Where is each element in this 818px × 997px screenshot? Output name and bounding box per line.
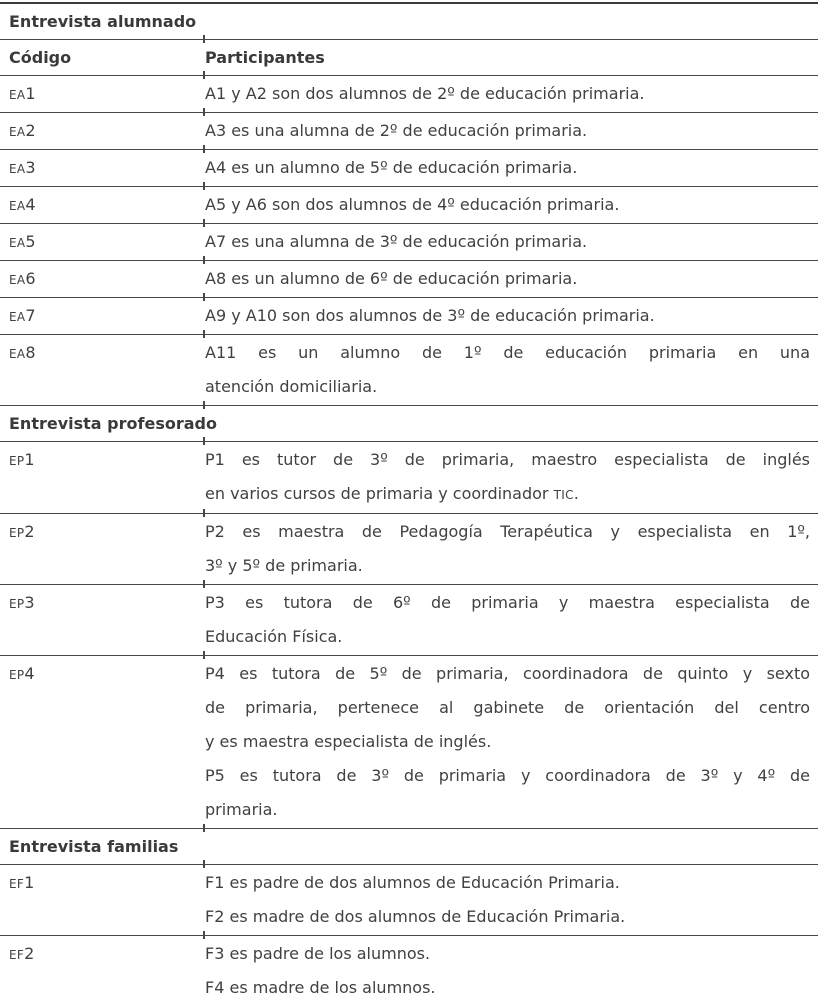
participant-line: F2 es madre de dos alumnos de Educación Primaria. <box>205 907 626 926</box>
participant-line: A8 es un alumno de 6º de educación primaria. <box>205 269 578 288</box>
table-row-ef1 <box>0 864 818 935</box>
participant-line: F3 es padre de los alumnos. <box>205 944 431 963</box>
participant-line: de primaria, pertenece al gabinete de orientación del centro <box>205 698 810 717</box>
participants-cell <box>205 299 818 333</box>
participant-line: P1 es tutor de 3º de primaria, maestro especialista de inglés <box>205 450 810 469</box>
section-title: Entrevista profesorado <box>9 414 217 433</box>
participant-line: A11 es un alumno de 1º de educación primaria en una <box>205 343 810 362</box>
participants-cell <box>205 657 818 827</box>
participants-cell <box>205 188 818 222</box>
section-row-alumnado <box>0 4 818 39</box>
participant-line: A9 y A10 son dos alumnos de 3º de educación primaria. <box>205 306 655 325</box>
table-row-ea2 <box>0 112 818 149</box>
participants-cell <box>205 336 818 404</box>
code-prefix: EA <box>9 347 26 361</box>
table-row-ep2 <box>0 513 818 584</box>
code-cell <box>0 262 205 297</box>
column-header-codigo: Código <box>9 48 72 67</box>
table-row-ea4 <box>0 186 818 223</box>
code-prefix: EP <box>9 526 25 540</box>
participant-line: P2 es maestra de Pedagogía Terapéutica y especialista en 1º, <box>205 522 810 541</box>
table-row-ea8 <box>0 334 818 405</box>
participants-cell <box>205 262 818 296</box>
section-title: Entrevista familias <box>9 837 179 856</box>
table-row-ea3 <box>0 149 818 186</box>
code-cell <box>0 225 205 260</box>
participant-line: F1 es padre de dos alumnos de Educación Primaria. <box>205 873 620 892</box>
code-prefix: EF <box>9 948 25 962</box>
participant-line: P4 es tutora de 5º de primaria, coordinadora de quinto y sexto <box>205 664 810 683</box>
code-number: 1 <box>24 450 35 469</box>
participant-line: A3 es una alumna de 2º de educación primaria. <box>205 121 588 140</box>
code-number: 3 <box>25 158 36 177</box>
code-prefix: EA <box>9 199 26 213</box>
line-text: en varios cursos de primaria y coordinador <box>205 484 554 503</box>
participants-cell <box>205 937 818 997</box>
code-cell <box>0 515 205 550</box>
table-row-ea5 <box>0 223 818 260</box>
participants-cell <box>205 866 818 934</box>
code-cell <box>0 114 205 149</box>
participant-line: F4 es madre de los alumnos. <box>205 978 436 997</box>
code-number: 4 <box>25 195 36 214</box>
participant-line: A1 y A2 son dos alumnos de 2º de educación primaria. <box>205 84 645 103</box>
code-cell <box>0 866 205 901</box>
code-number: 2 <box>25 121 36 140</box>
code-prefix: EA <box>9 162 26 176</box>
participant-line: 3º y 5º de primaria. <box>205 556 363 575</box>
code-cell <box>0 443 205 478</box>
participant-line: Educación Física. <box>205 627 343 646</box>
table-row-ef2 <box>0 935 818 997</box>
code-prefix: EP <box>9 454 25 468</box>
code-prefix: EA <box>9 236 26 250</box>
section-row-profesorado <box>0 405 818 441</box>
participants-cell <box>205 586 818 654</box>
code-prefix: EA <box>9 273 26 287</box>
participants-cell <box>205 77 818 111</box>
code-number: 1 <box>24 873 35 892</box>
code-prefix: EF <box>9 877 25 891</box>
participant-line: P3 es tutora de 6º de primaria y maestra especialista de <box>205 593 810 612</box>
participant-line: A7 es una alumna de 3º de educación primaria. <box>205 232 588 251</box>
code-cell <box>0 937 205 972</box>
column-header-participantes: Participantes <box>205 48 325 67</box>
code-cell <box>0 336 205 371</box>
participant-line: A5 y A6 son dos alumnos de 4º educación primaria. <box>205 195 620 214</box>
code-prefix: EA <box>9 125 26 139</box>
table-row-ep3 <box>0 584 818 655</box>
participant-line: y es maestra especialista de inglés. <box>205 732 492 751</box>
table-row-ea1 <box>0 75 818 112</box>
table-row-ep4 <box>0 655 818 828</box>
section-title: Entrevista alumnado <box>9 12 197 31</box>
participants-cell <box>205 443 818 512</box>
column-header-row <box>0 39 818 75</box>
participants-cell <box>205 225 818 259</box>
code-cell <box>0 151 205 186</box>
code-number: 1 <box>25 84 36 103</box>
code-number: 2 <box>24 522 35 541</box>
table-row-ea6 <box>0 260 818 297</box>
code-number: 2 <box>24 944 35 963</box>
participants-cell <box>205 515 818 583</box>
participants-cell <box>205 114 818 148</box>
participant-line: P5 es tutora de 3º de primaria y coordinadora de 3º y 4º de <box>205 766 810 785</box>
code-number: 3 <box>24 593 35 612</box>
code-cell <box>0 77 205 112</box>
code-prefix: EA <box>9 88 26 102</box>
code-cell <box>0 188 205 223</box>
table-row-ea7 <box>0 297 818 334</box>
participants-table <box>0 2 818 997</box>
participant-line: A4 es un alumno de 5º de educación primaria. <box>205 158 578 177</box>
code-cell <box>0 586 205 621</box>
code-number: 5 <box>25 232 36 251</box>
code-number: 6 <box>25 269 36 288</box>
participant-line: atención domiciliaria. <box>205 377 378 396</box>
section-row-familias <box>0 828 818 864</box>
code-number: 4 <box>24 664 35 683</box>
table-row-ep1 <box>0 441 818 513</box>
tic-smallcaps: TIC <box>553 488 574 502</box>
code-number: 8 <box>25 343 36 362</box>
participants-cell <box>205 151 818 185</box>
code-prefix: EP <box>9 668 25 682</box>
participant-line <box>205 477 810 512</box>
code-prefix: EP <box>9 597 25 611</box>
code-cell <box>0 657 205 692</box>
participant-line: primaria. <box>205 800 278 819</box>
line-text: . <box>573 484 579 503</box>
code-prefix: EA <box>9 310 26 324</box>
code-cell <box>0 299 205 334</box>
code-number: 7 <box>25 306 36 325</box>
